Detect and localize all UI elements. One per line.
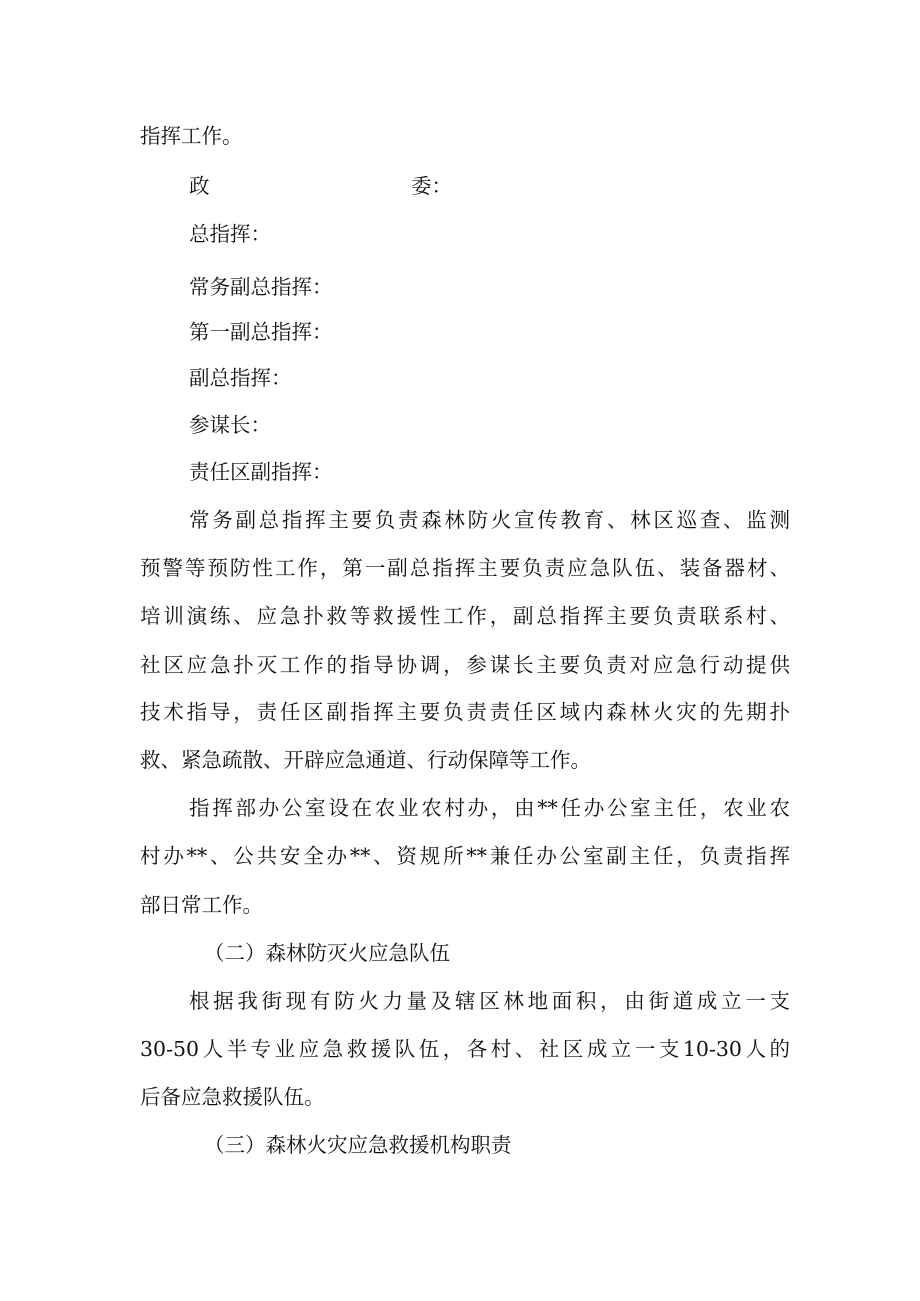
role-line-zhengwei: [189, 171, 589, 201]
paragraph-line: 部日常工作。: [140, 893, 263, 917]
paragraph-line: 根据我街现有防火力量及辖区林地面积，由街道成立一支: [189, 989, 790, 1013]
paragraph-line: 技术指导，责任区副指挥主要负责责任区域内森林火灾的先期扑: [140, 700, 790, 724]
paragraph-line: 救、紧急疏散、开辟应急通道、行动保障等工作。: [140, 748, 591, 772]
role-label-zheng: 政: [189, 174, 210, 198]
role-line: 责任区副指挥：: [189, 460, 333, 484]
role-line: 副总指挥：: [189, 366, 292, 390]
role-line: 第一副总指挥：: [189, 320, 333, 344]
paragraph-line: 指挥部办公室设在农业农村办，由**任办公室主任，农业农: [189, 796, 790, 820]
text-line: 指挥工作。: [140, 124, 243, 148]
role-line: 参谋长：: [189, 413, 271, 437]
role-label-wei: 委：: [411, 174, 452, 198]
paragraph-line: 常务副总指挥主要负责森林防火宣传教育、林区巡查、监测: [189, 508, 790, 532]
role-line: 常务副总指挥：: [189, 275, 333, 299]
paragraph-line: 社区应急扑灭工作的指导协调，参谋长主要负责对应急行动提供: [140, 653, 790, 677]
paragraph-line: 预警等预防性工作，第一副总指挥主要负责应急队伍、装备器材、: [140, 556, 790, 580]
role-line: 总指挥：: [189, 222, 271, 246]
paragraph-line: 村办**、公共安全办**、资规所**兼任办公室副主任，负责指挥: [140, 844, 790, 868]
paragraph-line: 后备应急救援队伍。: [140, 1085, 325, 1109]
paragraph-line: 培训演练、应急扑救等救援性工作，副总指挥主要负责联系村、: [140, 604, 790, 628]
section-heading: （二）森林防灭火应急队伍: [204, 941, 450, 965]
section-heading: （三）森林火灾应急救援机构职责: [204, 1133, 512, 1157]
paragraph-line: 30-50人半专业应急救援队伍，各村、社区成立一支10-30人的: [140, 1037, 790, 1061]
